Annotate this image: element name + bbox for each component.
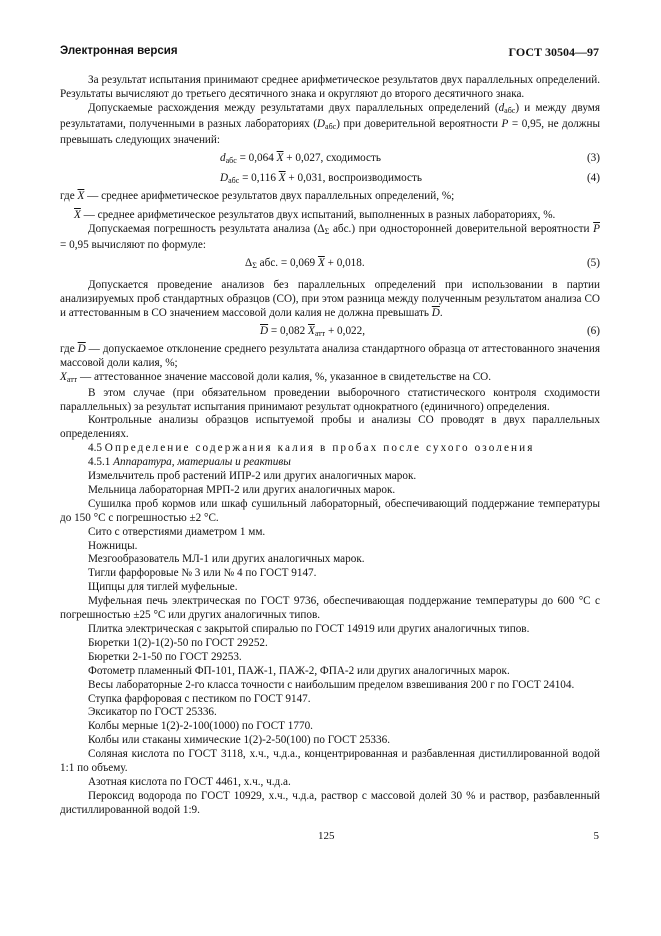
paragraph-single: В этом случае (при обязательном проведении выборочного статистического контроля сходимости параллельных) за результат испытания принимают результат однократного (единичного) определения. — [60, 386, 600, 413]
paragraph-standard-samples: Допускается проведение анализов без параллельных определений при использовании в партии анализируемых проб стандартных образцов (СО), при этом разница между полученным результатом анализа СО и аттестованным в СО значением массовой доли калия не должна превышать $\overline{D}$. — [60, 279, 600, 319]
list-item: Мельница лабораторная МРП-2 или других аналогичных марок. — [88, 483, 396, 496]
formula-6: $\overline{D} = 0,082$ $\overline{X}атт + 0,022$, (6) — [260, 324, 600, 338]
page-number: 125 — [318, 830, 335, 842]
section-4-5-heading: 4.5 Определение содержания калия в пробах после сухого озоления — [88, 442, 535, 455]
equipment-list — [60, 470, 600, 818]
list-item: Бюретки 1(2)-1(2)-50 по ГОСТ 29252. — [88, 636, 268, 649]
list-item: Тигли фарфоровые № 3 или № 4 по ГОСТ 9147. — [88, 567, 317, 580]
list-item: Муфельная печь электрическая по ГОСТ 9736, обеспечивающая поддержание температуры до 600 °С с погрешностью ±25 °С или других аналогичных типов. — [60, 595, 600, 622]
list-item: Щипцы для тиглей муфельные. — [88, 581, 238, 594]
list-item: Весы лабораторные 2-го класса точности с наибольшим пределом взвешивания 200 г по ГОСТ 24104. — [88, 678, 575, 691]
page-index: 5 — [593, 830, 599, 842]
list-item: Азотная кислота по ГОСТ 4461, х.ч., ч.д.а. — [88, 775, 291, 788]
list-item: Сушилка проб кормов или шкаф сушильный лабораторный, обеспечивающий поддержание температуры до 150 °С с погрешностью ±2 °С. — [60, 497, 600, 524]
list-item: Колбы мерные 1(2)-2-100(1000) по ГОСТ 1770. — [88, 720, 313, 733]
list-item: Бюретки 2-1-50 по ГОСТ 29253. — [88, 650, 242, 663]
formula-4: Dабс = 0,116 $\overline{X} + 0,031$, воспроизводимость (4) — [220, 171, 600, 185]
list-item: Пероксид водорода по ГОСТ 10929, х.ч., ч.д.а, раствор с массовой долей 30 % и раствор, разбавленный дистиллированной водой 1:9. — [60, 789, 600, 816]
paragraph-control: Контрольные анализы образцов испытуемой пробы и анализы СО проводят в двух параллельных определениях. — [60, 414, 600, 441]
where-x-labs: $\overline{X}$ — среднее арифметическое результатов двух испытаний, выполненных в разных лабораториях, %. — [74, 209, 556, 222]
header-right: ГОСТ 30504—97 — [508, 45, 599, 59]
list-item: Ступка фарфоровая с пестиком по ГОСТ 9147. — [88, 692, 311, 705]
list-item: Эксикатор по ГОСТ 25336. — [88, 706, 217, 719]
list-item: Сито с отверстиями диаметром 1 мм. — [88, 525, 266, 538]
paragraph-result: За результат испытания принимают среднее арифметическое результатов двух параллельных определений. Результаты вычисляют до третьего десятичного знака и округляют до второго десятичного знака. — [60, 74, 600, 100]
where-x-parallel: где $\overline{X}$ — среднее арифметическое результатов двух параллельных определений, %; — [60, 189, 455, 202]
formula-5-number: (5) — [586, 257, 600, 270]
formula-6-number: (6) — [586, 324, 600, 337]
section-4-5-1-heading: 4.5.1 Аппаратура, материалы и реактивы — [88, 456, 291, 469]
list-item: Измельчитель проб растений ИПР-2 или других аналогичных марок. — [88, 470, 417, 483]
where-x-att: Xатт — аттестованное значение массовой доли калия, %, указанное в свидетельстве на СО. — [60, 370, 492, 384]
paragraph-tolerances: Допускаемые расхождения между результатами двух параллельных определений (dабс) и между двумя результатами, полученными в разных лабораториях (Dабс) при доверительной вероятности P = 0,95, не должны превышать следующих значений: — [60, 101, 600, 146]
formula-5: ΔΣ абс. = 0,069 $\overline{X} + 0,018$. (5) — [245, 257, 600, 271]
where-d-deviation: где $\overline{D}$ — допускаемое отклонение среднего результата анализа стандартного образца от аттестованного значения массовой доли калия, %; — [60, 342, 600, 369]
list-item: Фотометр пламенный ФП-101, ПАЖ-1, ПАЖ-2, ФПА-2 или других аналогичных марок. — [88, 664, 510, 677]
document-body — [60, 74, 600, 818]
formula-3: dабс = 0,064 $\overline{X} + 0,027$, сходимость (3) — [220, 151, 600, 165]
list-item: Соляная кислота по ГОСТ 3118, х.ч., ч.д.а., концентрированная и разбавленная дистиллированной водой 1:1 по объему. — [60, 748, 600, 775]
formula-4-number: (4) — [586, 171, 600, 184]
list-item: Мезгообразователь МЛ-1 или других аналогичных марок. — [88, 553, 365, 566]
list-item: Колбы или стаканы химические 1(2)-2-50(100) по ГОСТ 25336. — [88, 734, 390, 747]
paragraph-error: Допускаемая погрешность результата анализа (ΔΣ абс.) при односторонней доверительной вероятности $\overline{P} = 0,95$ вычисляют по формуле: — [60, 223, 600, 252]
formula-3-number: (3) — [586, 151, 600, 164]
list-item: Ножницы. — [88, 539, 138, 552]
list-item: Плитка электрическая с закрытой спиралью по ГОСТ 14919 или других аналогичных типов. — [88, 623, 530, 635]
header-left: Электронная версия — [60, 45, 178, 57]
